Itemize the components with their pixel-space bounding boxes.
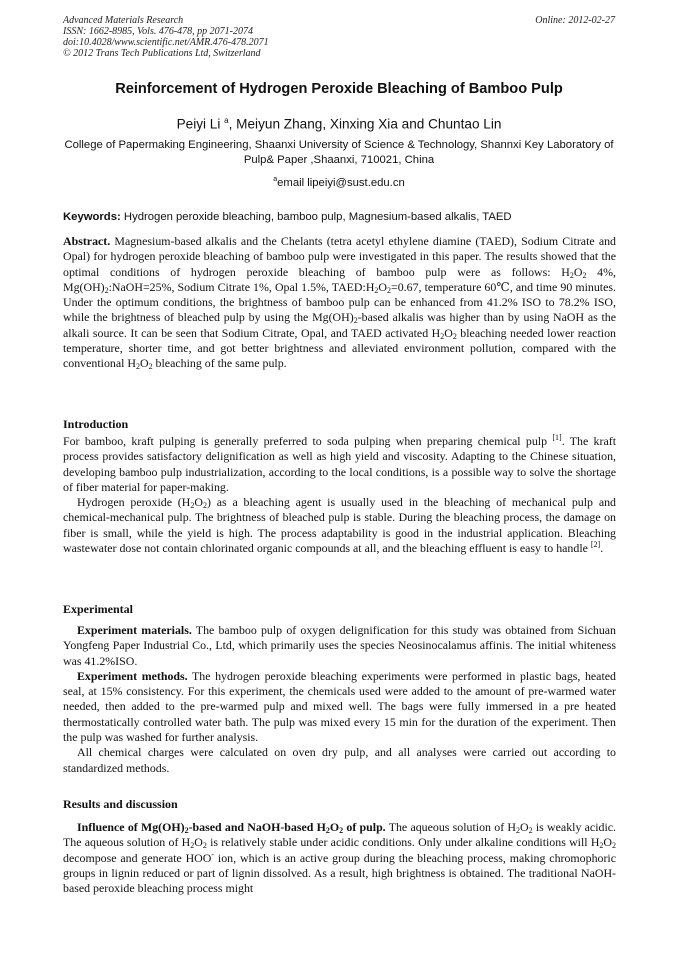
other-authors: , Meiyun Zhang, Xinxing Xia and Chuntao Lin <box>228 116 502 132</box>
intro-paragraph-1 <box>63 434 616 495</box>
abstract-text: O <box>139 356 149 371</box>
keywords-text: Hydrogen peroxide bleaching, bamboo pulp, Magnesium-based alkalis, TAED <box>120 211 512 223</box>
abstract-text: -based alkalis was higher than by using NaOH as the alkali source. It can be seen that Sodium Citrate, Opal, and TAED activated H <box>63 310 616 340</box>
experimental-heading: Experimental <box>63 602 133 616</box>
charges-paragraph: All chemical charges were calculated on oven dry pulp, and all analyses were carried out according to standardized methods. <box>63 745 616 775</box>
results-text: The aqueous solution of H <box>385 820 517 834</box>
citation-2: [2] <box>590 540 601 550</box>
subscript: 2 <box>339 826 344 835</box>
abstract-text: O <box>573 264 583 279</box>
subscript: 2 <box>184 826 189 835</box>
abstract-text: =0.67, temperature 60℃, and time 90 minutes. Under the optimum conditions, the brightness of bamboo pulp can be enhanced from 41.2% ISO to 78.2% ISO, while the brightness of bleached pulp by using the Mg(OH) <box>63 279 616 325</box>
subscript: 2 <box>190 841 195 851</box>
intro-text: ) as a bleaching agent is usually used in the bleaching of mechanical pulp and chemical-mechanical pulp. The brightness of bleached pulp is stable. During the bleaching process, the damage on fiber is small, while the yield is high. The process adaptability is good in the industrial application. Bleaching wastewater dose not contain chlorinated organic compounds at all, and the bleaching effluent is easy to handle <box>63 495 616 556</box>
results-text: is weakly acidic. The aqueous solution of H <box>63 820 617 850</box>
subscript: 2 <box>325 826 330 835</box>
paper-title: Reinforcement of Hydrogen Peroxide Bleaching of Bamboo Pulp <box>115 81 563 97</box>
methods-paragraph <box>63 669 616 745</box>
subscript: 2 <box>353 316 358 326</box>
materials-label: Experiment materials. <box>77 623 192 637</box>
subscript: 2 <box>599 841 604 851</box>
abstract-text: Magnesium-based alkalis and the Chelants (tetra acetyl ethylene diamine (TAED), Sodium Citrate and Opal) for hydrogen peroxide bleaching of bamboo pulp were investigated in this paper. The results showed that the optimal conditions of hydrogen peroxide bleaching of bamboo pulp were as follows: H <box>63 234 616 279</box>
results-text: O <box>520 820 529 834</box>
results-text: decompose and generate HOO <box>63 850 212 865</box>
affiliation: College of Papermaking Engineering, Shaanxi University of Science & Technology, Shannxi Key Laboratory of Pulp& Paper ,Shaanxi, 710021, China <box>64 139 614 166</box>
results-text: ion, which is an active group during the bleaching process, making chromophoric groups in lignin reduced or part of lignin dissolved. As a result, high brightness is obtained. The traditional NaOH-based peroxide bleaching process might <box>63 850 616 896</box>
subscript: 2 <box>104 285 109 295</box>
citation-1: [1] <box>552 433 562 442</box>
intro-text: O <box>194 495 203 510</box>
abstract-text: 4%, Mg(OH) <box>63 264 616 294</box>
author-email <box>0 172 678 191</box>
intro-text: . The kraft process provides satisfactory delignification as well as high yield and viscosity. Adapting to the Chinese situation, developing bamboo pulp industrialization, according to the local conditions, is a possible way to solve the shortage of fiber material for paper-making. <box>63 434 616 494</box>
subscript: 2 <box>387 285 391 295</box>
author-list <box>0 112 678 134</box>
experimental-body <box>63 623 616 776</box>
abstract-label: Abstract. <box>63 234 111 248</box>
introduction-heading: Introduction <box>63 417 129 431</box>
subscript: 2 <box>374 285 379 295</box>
abstract-text: O <box>444 325 453 340</box>
results-label: -based and NaOH-based H <box>188 820 326 834</box>
subscript: 2 <box>148 362 153 372</box>
subscript: 2 <box>612 841 616 851</box>
results-text: is relatively stable under acidic conditions. Only under alkaline conditions will H <box>206 835 600 850</box>
abstract-text: bleaching needed lower reaction temperature, shorter time, and got better brightness and alleviated environment pollution, compared with the conventional H <box>63 325 617 371</box>
doi-line: doi:10.4028/www.scientific.net/AMR.476-478.2071 <box>63 37 269 48</box>
subscript: 2 <box>452 331 457 341</box>
results-text: O <box>603 835 612 850</box>
subscript: 2 <box>528 826 533 835</box>
subscript: 2 <box>569 270 574 280</box>
intro-text: For bamboo, kraft pulping is generally preferred to soda pulping when preparing chemical pulp <box>63 434 553 448</box>
results-heading: Results and discussion <box>63 797 178 811</box>
copyright-line: © 2012 Trans Tech Publications Ltd, Switzerland <box>63 48 261 59</box>
results-label: Influence of Mg(OH) <box>77 820 185 834</box>
subscript: 2 <box>440 331 445 341</box>
abstract <box>63 234 616 372</box>
journal-name: Advanced Materials Research <box>63 15 184 26</box>
materials-text: The bamboo pulp of oxygen delignification for this study was obtained from Sichuan Yongfeng Paper Industrial Co., Ltd, which primarily uses the species Neosinocalamus affinis. The initial whiteness was 41.2%ISO. <box>63 623 616 668</box>
intro-text: . <box>600 541 604 556</box>
intro-text: Hydrogen peroxide (H <box>77 495 191 510</box>
journal-meta <box>63 15 269 59</box>
first-author: Peiyi Li <box>176 116 221 132</box>
methods-text: The hydrogen peroxide bleaching experiments were performed in plastic bags, heated seal, at 15% consistency. For this experiment, the chemicals used were added to the amount of pre-warmed water needed, then added to the pre-warmed pulp and mixed well. The bags were fully immersed in a pre heated thermostatically controlled water bath. The pulp was mixed every 15 min for the duration of the experiment. Then the pulp was washed for further analysis. <box>63 668 616 745</box>
subscript: 2 <box>202 501 207 511</box>
introduction-body <box>63 434 616 556</box>
intro-paragraph-2 <box>63 495 616 556</box>
keywords-label: Keywords: <box>63 211 121 223</box>
email-text: email lipeiyi@sust.edu.cn <box>277 176 405 189</box>
abstract-text: :NaOH=25%, Sodium Citrate 1%, Opal 1.5%, TAED:H <box>108 279 375 294</box>
superscript-minus: - <box>211 849 215 859</box>
subscript: 2 <box>190 501 195 511</box>
subscript: 2 <box>135 362 140 372</box>
online-date: Online: 2012-02-27 <box>535 15 615 26</box>
abstract-text: O <box>378 279 387 294</box>
abstract-text: bleaching of the same pulp. <box>152 356 287 371</box>
results-paragraph-1 <box>63 820 616 896</box>
subscript: 2 <box>202 841 207 851</box>
author-mark: a <box>224 116 229 125</box>
issn-line: ISSN: 1662-8985, Vols. 476-478, pp 2071-2074 <box>63 26 253 37</box>
results-body <box>63 820 616 896</box>
subscript: 2 <box>582 270 587 280</box>
keywords <box>63 210 616 225</box>
methods-label: Experiment methods. <box>77 668 188 683</box>
results-text: O <box>194 835 203 850</box>
materials-paragraph <box>63 623 616 669</box>
results-label: O <box>329 820 340 834</box>
results-label: of pulp. <box>343 820 386 834</box>
email-mark: a <box>273 176 278 183</box>
subscript: 2 <box>516 826 521 835</box>
results-subheading <box>77 820 386 834</box>
